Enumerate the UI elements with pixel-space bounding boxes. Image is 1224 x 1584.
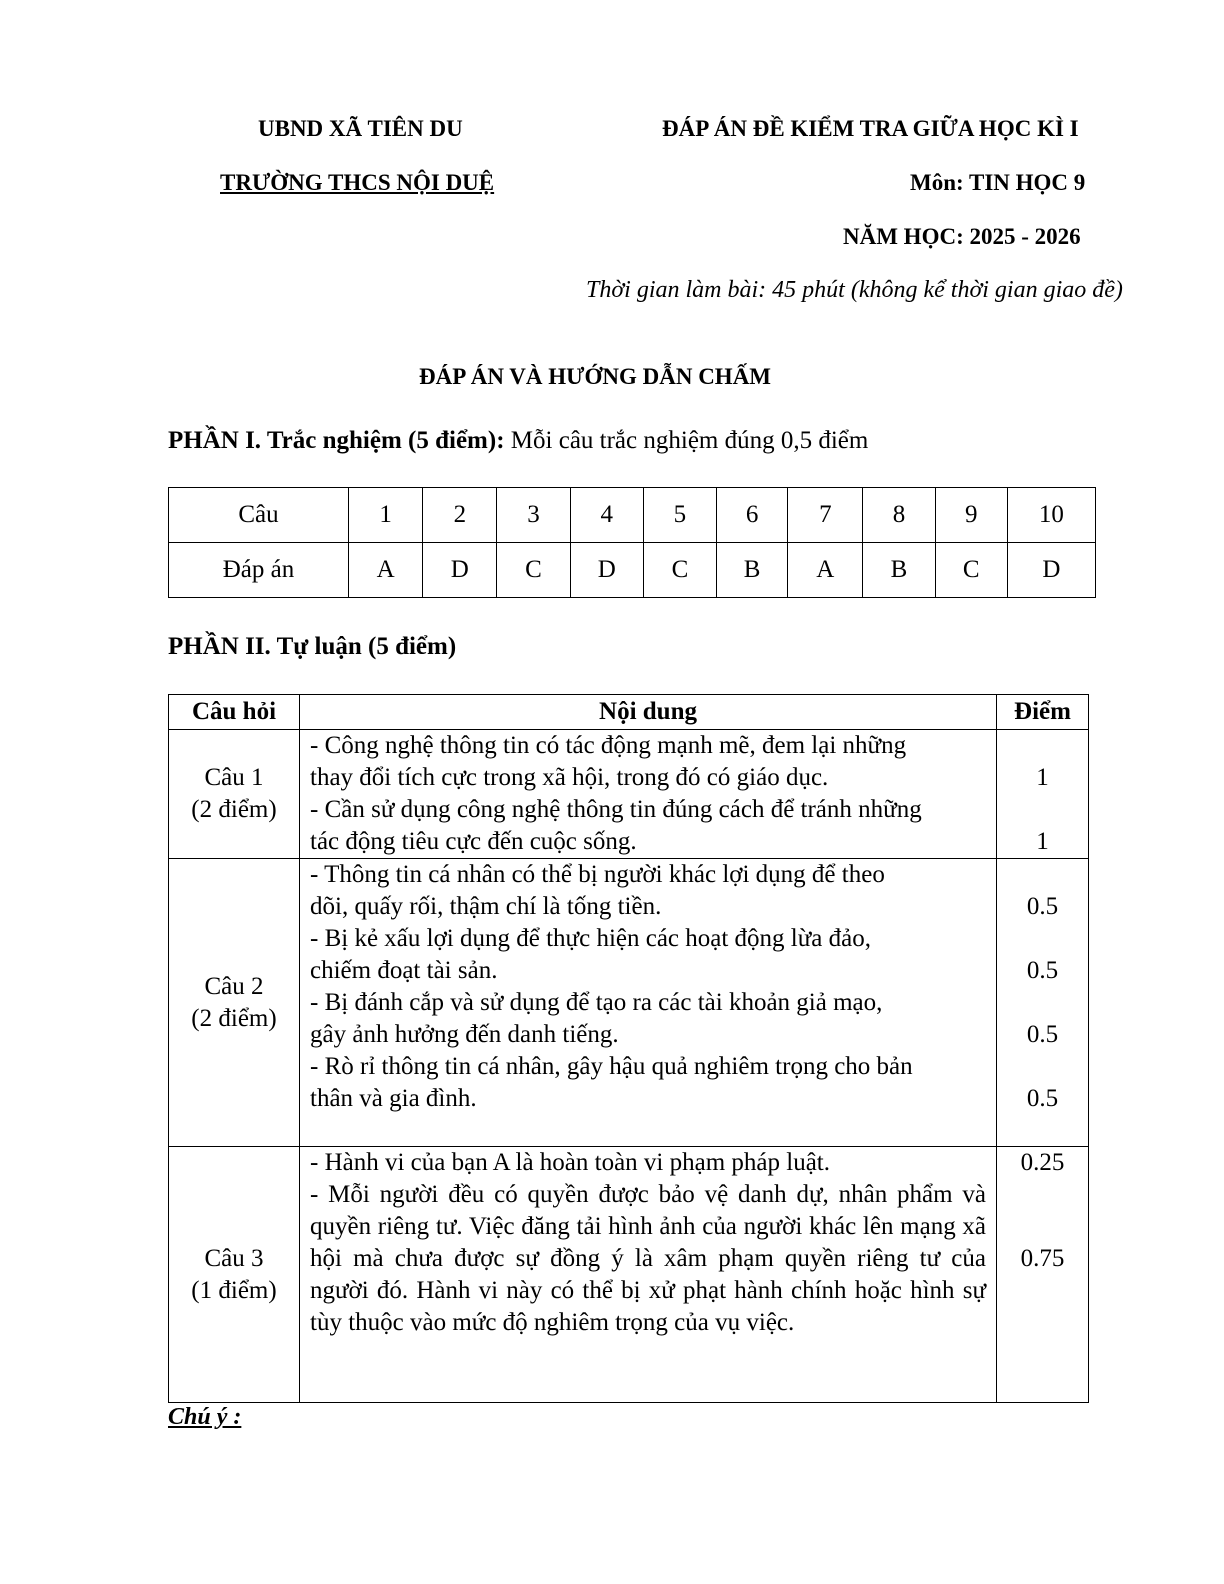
part1-note: Mỗi câu trắc nghiệm đúng 0,5 điểm [504, 427, 869, 454]
q3-score: 0.75 [1020, 1245, 1065, 1272]
answer-key: C [935, 543, 1007, 598]
answer-table [168, 487, 1096, 598]
q3-scores [997, 1147, 1089, 1403]
question-row-label: Câu [169, 488, 349, 543]
q3-paragraph: - Mỗi người đều có quyền được bảo vệ danh dự, nhân phẩm và quyền riêng tư. Việc đăng tải hình ảnh của người khác lên mạng xã hội mà chưa được sự đồng ý là xâm phạm quyền riêng tư của người đó. Hành vi này có thể bị xử phạt hành chính hoặc hình sự tùy thuộc vào mức độ nghiêm trọng của vụ việc. [310, 1181, 986, 1336]
q1-score: 1 [1036, 828, 1049, 855]
q1-line: thay đổi tích cực trong xã hội, trong đó có giáo dục. [310, 764, 829, 791]
exam-duration: Thời gian làm bài: 45 phút (không kể thời gian giao đề) [586, 277, 1123, 303]
answer-key: B [863, 543, 935, 598]
q1-score: 1 [1036, 764, 1049, 791]
q2-score: 0.5 [1026, 1021, 1059, 1048]
answer-key: D [423, 543, 497, 598]
essay-row-q3 [169, 1147, 1089, 1403]
question-number: 7 [788, 488, 863, 543]
q2-score: 0.5 [1026, 1085, 1059, 1112]
main-title: ĐÁP ÁN VÀ HƯỚNG DẪN CHẤM [419, 364, 772, 389]
answer-key: C [497, 543, 570, 598]
q3-points: (1 điểm) [191, 1276, 277, 1304]
q2-score: 0.5 [1026, 957, 1059, 984]
answer-row-label: Đáp án [169, 543, 349, 598]
q1-points: (2 điểm) [191, 796, 277, 823]
q1-scores [997, 730, 1089, 859]
essay-row-q2 [169, 859, 1089, 1147]
question-number: 4 [570, 488, 643, 543]
q2-cell [169, 859, 300, 1147]
school-year: NĂM HỌC: 2025 - 2026 [843, 224, 1081, 249]
subject: Môn: TIN HỌC 9 [910, 170, 1086, 195]
question-number: 10 [1007, 488, 1095, 543]
answer-key: A [349, 543, 423, 598]
answer-key: D [1007, 543, 1095, 598]
question-row [169, 488, 1096, 543]
q2-line: dõi, quấy rối, thậm chí là tống tiền. [310, 893, 662, 920]
q3-label: Câu 3 [204, 1244, 264, 1272]
part1-heading [168, 427, 868, 455]
essay-header-row [169, 695, 1089, 730]
q2-line: gây ảnh hưởng đến danh tiếng. [310, 1021, 619, 1048]
q2-line: - Thông tin cá nhân có thể bị người khác lợi dụng để theo [310, 861, 885, 888]
q2-content [300, 859, 997, 1147]
q1-line: - Cần sử dụng công nghệ thông tin đúng cách để tránh những [310, 796, 922, 823]
answer-row [169, 543, 1096, 598]
answer-key: C [643, 543, 716, 598]
q2-line: chiếm đoạt tài sản. [310, 957, 498, 984]
q2-label: Câu 2 [204, 972, 264, 1000]
question-number: 6 [717, 488, 788, 543]
q2-line: - Bị đánh cắp và sử dụng để tạo ra các tài khoản giả mạo, [310, 989, 883, 1016]
q2-score: 0.5 [1026, 893, 1059, 920]
question-number: 3 [497, 488, 570, 543]
answer-key: B [717, 543, 788, 598]
col-question-header: Câu hỏi [169, 695, 300, 730]
answer-key: D [570, 543, 643, 598]
note-label: Chú ý : [168, 1404, 242, 1430]
q3-content [300, 1147, 997, 1403]
q2-line: - Rò rỉ thông tin cá nhân, gây hậu quả nghiêm trọng cho bản [310, 1053, 913, 1080]
question-number: 2 [423, 488, 497, 543]
part1-title: PHẦN I. Trắc nghiệm (5 điểm): [168, 427, 505, 454]
school-name: TRƯỜNG THCS NỘI DUỆ [220, 170, 495, 195]
document-title: ĐÁP ÁN ĐỀ KIỂM TRA GIỮA HỌC KÌ I [662, 116, 1079, 141]
essay-row-q1 [169, 730, 1089, 859]
question-number: 1 [349, 488, 423, 543]
q2-scores [997, 859, 1089, 1147]
q1-line: tác động tiêu cực đến cuộc sống. [310, 828, 637, 855]
col-content-header: Nội dung [300, 695, 997, 730]
q2-line: - Bị kẻ xấu lợi dụng để thực hiện các hoạt động lừa đảo, [310, 925, 871, 952]
col-score-header: Điểm [997, 695, 1089, 730]
q2-line: thân và gia đình. [310, 1085, 477, 1112]
q2-points: (2 điểm) [191, 1004, 277, 1032]
district-name: UBND XÃ TIÊN DU [258, 116, 463, 141]
question-number: 8 [863, 488, 935, 543]
q1-cell [169, 730, 300, 859]
part2-heading: PHẦN II. Tự luận (5 điểm) [168, 633, 457, 660]
q1-label: Câu 1 [204, 764, 264, 791]
question-number: 9 [935, 488, 1007, 543]
question-number: 5 [643, 488, 716, 543]
essay-table [168, 694, 1089, 1403]
q3-line: - Hành vi của bạn A là hoàn toàn vi phạm pháp luật. [310, 1149, 831, 1176]
q1-line: - Công nghệ thông tin có tác động mạnh mẽ, đem lại những [310, 732, 907, 759]
answer-key: A [788, 543, 863, 598]
q3-cell [169, 1147, 300, 1403]
q1-content [300, 730, 997, 859]
q3-score: 0.25 [1020, 1149, 1065, 1176]
